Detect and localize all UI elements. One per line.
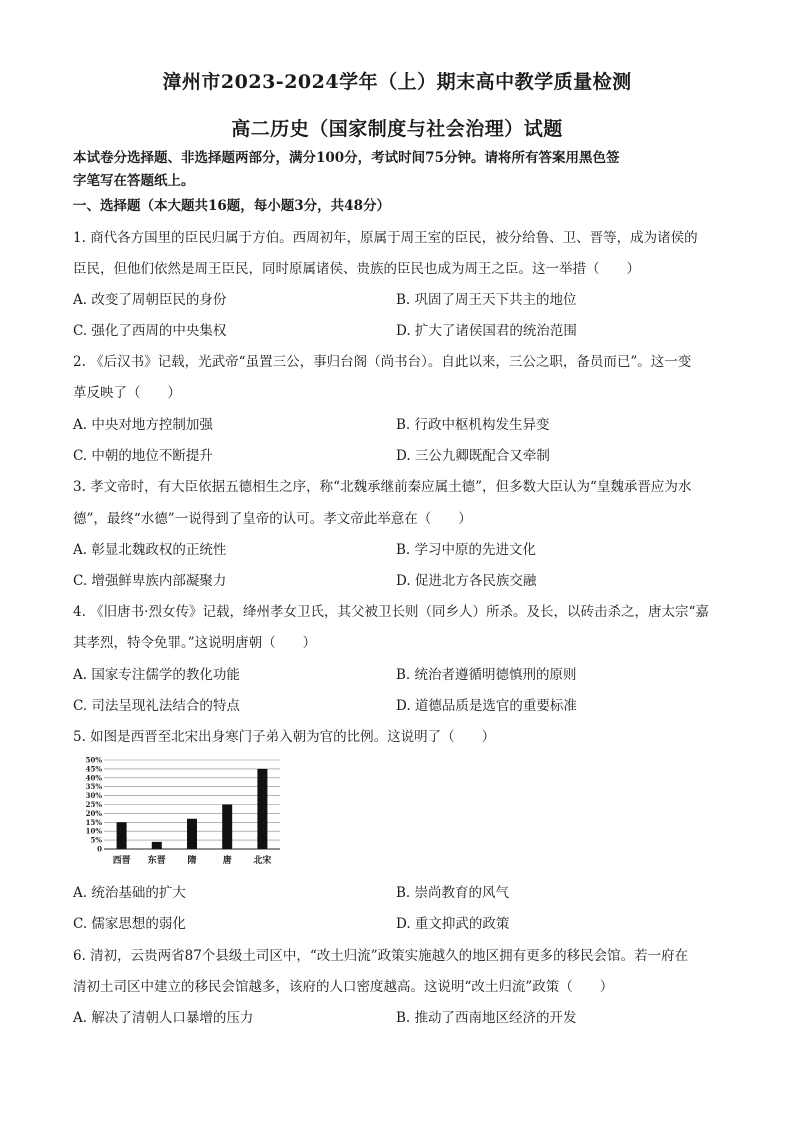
- x-category-label: 隋: [187, 856, 197, 866]
- x-category-label: 唐: [222, 856, 232, 866]
- question-4-option-d[interactable]: D. 道德品质是选官的重要标准: [396, 698, 577, 714]
- y-tick-label: 50%: [85, 755, 102, 765]
- question-4-stem-line-1: 4. 《旧唐书·烈女传》记载，绛州孝女卫氏，其父被卫长则（同乡人）所杀。及长，以砖击杀之，唐太宗“嘉: [73, 604, 709, 620]
- exam-subtitle: 高二历史（国家制度与社会治理）试题: [231, 118, 563, 140]
- question-1-option-d[interactable]: D. 扩大了诸侯国君的统治范围: [396, 323, 577, 339]
- question-4-option-a[interactable]: A. 国家专注儒学的教化功能: [73, 667, 240, 683]
- question-3-option-a[interactable]: A. 彰显北魏政权的正统性: [73, 542, 227, 558]
- chart-x-labels: [113, 854, 272, 866]
- question-5-stem-line-1: 5. 如图是西晋至北宋出身寒门子弟入朝为官的比例。这说明了（ ）: [73, 729, 496, 745]
- question-3-option-b[interactable]: B. 学习中原的先进文化: [396, 542, 537, 558]
- question-5-bar-chart: [84, 755, 284, 870]
- bar-chart-svg: [84, 755, 284, 870]
- y-tick-label: 30%: [85, 791, 102, 801]
- question-4-stem-line-2: 其孝烈，特令免罪。”这说明唐朝（ ）: [73, 635, 317, 651]
- question-3-option-d[interactable]: D. 促进北方各民族交融: [396, 573, 537, 589]
- exam-title: 漳州市2023-2024学年（上）期末高中教学质量检测: [162, 71, 632, 93]
- y-tick-label: 25%: [85, 800, 102, 809]
- question-2-stem-line-2: 革反映了（ ）: [73, 385, 181, 401]
- chart-bar: [152, 842, 162, 849]
- y-tick-label: 15%: [85, 817, 102, 827]
- x-category-label: 东晋: [147, 856, 166, 866]
- chart-bar: [187, 819, 197, 849]
- chart-bar: [117, 822, 127, 849]
- question-3-option-c[interactable]: C. 增强鲜卑族内部凝聚力: [73, 573, 227, 589]
- question-6-stem-line-1: 6. 清初，云贵两省87个县级土司区中，“改土归流”政策实施越久的地区拥有更多的移民会馆。若一府在: [73, 948, 689, 964]
- question-5-option-b[interactable]: B. 崇尚教育的风气: [396, 885, 510, 901]
- chart-bar: [222, 805, 232, 850]
- question-1-stem-line-1: 1. 商代各方国里的臣民归属于方伯。西周初年，原属于周王室的臣民，被分给鲁、卫、晋等，成为诸侯的: [73, 230, 698, 246]
- question-2-option-c[interactable]: C. 中朝的地位不断提升: [73, 448, 213, 464]
- question-1-stem-line-2: 臣民，但他们依然是周王臣民，同时原属诸侯、贵族的臣民也成为周王之臣。这一举措（ ）: [73, 261, 640, 277]
- y-tick-label: 35%: [85, 782, 102, 792]
- question-6-option-a[interactable]: A. 解决了清朝人口暴增的压力: [73, 1010, 254, 1026]
- y-tick-label: 20%: [85, 808, 102, 818]
- chart-bars: [117, 769, 268, 849]
- question-4-option-b[interactable]: B. 统治者遵循明德慎刑的原则: [396, 667, 577, 683]
- x-category-label: 西晋: [112, 856, 131, 866]
- y-tick-label: 5%: [90, 835, 102, 845]
- instructions-line-1: 本试卷分选择题、非选择题两部分，满分100分，考试时间75分钟。请将所有答案用黑色签: [73, 150, 620, 166]
- y-tick-label: 45%: [85, 764, 102, 774]
- question-1-option-a[interactable]: A. 改变了周朝臣民的身份: [73, 292, 227, 308]
- y-tick-label: 0: [97, 844, 102, 854]
- x-category-label: 北宋: [253, 856, 272, 866]
- question-5-option-d[interactable]: D. 重文抑武的政策: [396, 916, 510, 932]
- y-tick-label: 10%: [85, 826, 102, 836]
- instructions-line-2: 字笔写在答题纸上。: [73, 173, 195, 189]
- question-1-option-b[interactable]: B. 巩固了周王天下共主的地位: [396, 292, 577, 308]
- exam-instructions: [73, 147, 728, 193]
- question-4-option-c[interactable]: C. 司法呈现礼法结合的特点: [73, 698, 240, 714]
- section-heading: 一、选择题（本大题共16题，每小题3分，共48分）: [73, 198, 390, 214]
- chart-bar: [257, 769, 267, 849]
- question-3-stem-line-1: 3. 孝文帝时，有大臣依据五德相生之序，称“北魏承继前秦应属土德”，但多数大臣认为“皇魏承晋应为水: [73, 479, 692, 495]
- question-2-stem-line-1: 2. 《后汉书》记载，光武帝“虽置三公，事归台阁（尚书台）。自此以来，三公之职，备员而已”。这一变: [73, 354, 692, 370]
- question-2-option-d[interactable]: D. 三公九卿既配合又牵制: [396, 448, 550, 464]
- question-5-option-a[interactable]: A. 统治基础的扩大: [73, 885, 186, 901]
- y-tick-label: 40%: [85, 773, 102, 783]
- question-5-option-c[interactable]: C. 儒家思想的弱化: [73, 916, 186, 932]
- question-3-stem-line-2: 德”，最终“水德”一说得到了皇帝的认可。孝文帝此举意在（ ）: [73, 511, 472, 527]
- question-6-stem-line-2: 清初土司区中建立的移民会馆越多，该府的人口密度越高。这说明“改土归流”政策（ ）: [73, 979, 614, 995]
- question-2-option-b[interactable]: B. 行政中枢机构发生异变: [396, 417, 550, 433]
- question-1-option-c[interactable]: C. 强化了西周的中央集权: [73, 323, 227, 339]
- chart-y-ticks: [86, 756, 103, 854]
- question-2-option-a[interactable]: A. 中央对地方控制加强: [73, 417, 213, 433]
- question-6-option-b[interactable]: B. 推动了西南地区经济的开发: [396, 1010, 577, 1026]
